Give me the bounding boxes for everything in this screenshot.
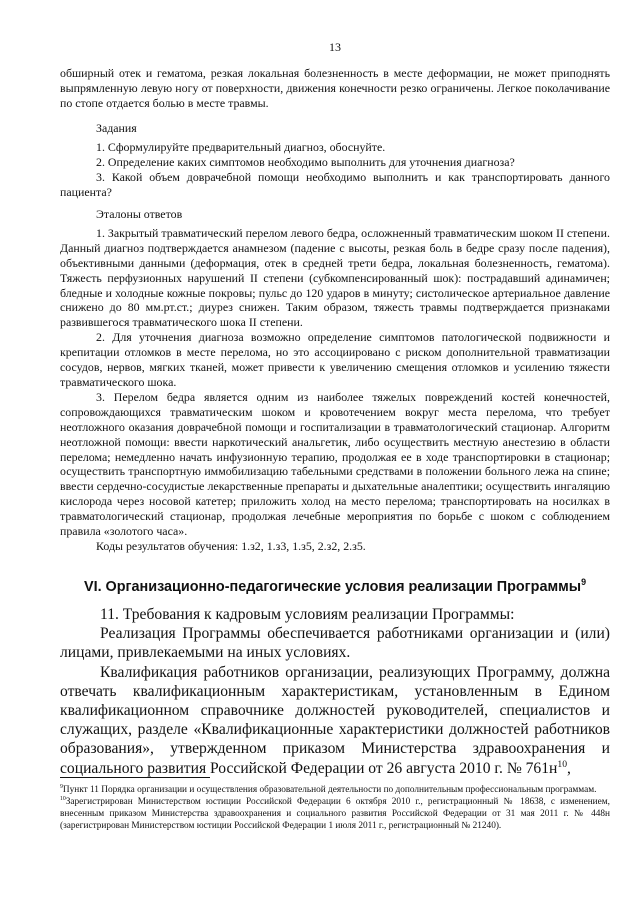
qualification-paragraph bbox=[60, 663, 610, 778]
case-continuation bbox=[60, 66, 610, 111]
footnote bbox=[60, 796, 610, 832]
footnote-text: Пункт 11 Порядка организации и осуществления образовательной деятельности по дополнительным профессиональным программам. bbox=[62, 785, 597, 795]
answers-section bbox=[60, 207, 610, 554]
footnotes bbox=[60, 784, 610, 832]
answer-item: 2. Для уточнения диагноза возможно определение симптомов патологической подвижности и крепитации отломков в месте перелома, но это ассоциировано с риском дополнительной травматизации сосудов, нервов, мягких тканей, может привести к увеличению смещения отломков и усилению тяжести травматического шока. bbox=[60, 330, 610, 389]
task-item: 3. Какой объем доврачебной помощи необходимо выполнить и как транспортировать данного пациента? bbox=[60, 169, 610, 199]
section-heading-text: VI. Организационно-педагогические условия реализации Программы bbox=[83, 579, 582, 595]
footnote-ref: 9 bbox=[581, 577, 587, 588]
footnote-text: Зарегистрирован Министерством юстиции Российской Федерации 6 октября 2010 г., регистрационный № 18638, с изменением, внесенным приказом Министерства здравоохранения и социального развития Российской Федерации от 31 мая 2011 г. № 448н (зарегистрирован Министерством юстиции Российской Федерации 1 июля 2011 г., регистрационный № 21240). bbox=[60, 797, 610, 831]
tasks-section bbox=[60, 121, 610, 200]
page-number: 13 bbox=[329, 40, 341, 54]
footnote-separator bbox=[60, 777, 210, 778]
staffing-paragraph: Реализация Программы обеспечивается работниками организации и (или) лицами, привлекаемыми на иных условиях. bbox=[60, 625, 610, 662]
qualification-end: , bbox=[567, 759, 571, 777]
answer-item: 1. Закрытый травматический перелом левого бедра, осложненный травматическим шоком II степени. Данный диагноз подтверждается анамнезом (падение с высоты, резкая боль в бедре сразу после падения), объективными данными (деформация, отек в средней трети бедра, локальная болезненность, гематома). Тяжесть перфузионных нарушений II степени (субкомпенсированный шок): пострадавший адинамичен; бледные и холодные кожные покровы; пульс до 120 ударов в минуту; систолическое артериальное давление снижено до 80 мм.рт.ст.; диурез снижен. Таким образом, тяжесть травмы подтверждается признаками развившегося травматического шока II степени. bbox=[60, 225, 610, 330]
task-item: 2. Определение каких симптомов необходимо выполнить для уточнения диагноза? bbox=[96, 154, 515, 169]
footnote-mark: 10 bbox=[60, 795, 66, 802]
footnote-ref: 10 bbox=[557, 758, 568, 770]
section-heading bbox=[60, 579, 610, 595]
staffing-section bbox=[60, 605, 610, 778]
subsection-heading: 11. Требования к кадровым условиям реализации Программы: bbox=[100, 606, 515, 623]
task-item: 1. Сформулируйте предварительный диагноз, обоснуйте. bbox=[96, 139, 386, 154]
footnote bbox=[60, 784, 610, 796]
answer-item: 3. Перелом бедра является одним из наиболее тяжелых повреждений костей конечностей, сопровождающихся травматическим шоком и кровотечением вокруг места перелома, что требует неотложного оказания доврачебной помощи и госпитализации в травматологический стационар. Алгоритм неотложной помощи: ввести наркотический анальгетик, либо осуществить местную анестезию в области перелома; немедленно начать инфузионную терапию, продолжая ее в ходе транспортировки в стационар; осуществить транспортную иммобилизацию табельными средствами в положении больного лежа на спине; ввести сердечно-сосудистые лекарственные препараты и дыхательные аналептики; осуществить ингаляцию кислорода через носовой катетер; приложить холод на место перелома; транспортировать на носилках в травматологический стационар, продолжая лечебные мероприятия по борьбе с шоком с соблюдением правила «золотого часа». bbox=[60, 389, 610, 539]
intro-paragraph: обширный отек и гематома, резкая локальная болезненность в месте деформации, не может приподнять выпрямленную левую ногу от поверхности, движения конечности резко ограничены. Легкое поколачивание по стопе отдается болью в месте травмы. bbox=[60, 66, 610, 110]
tasks-heading: Задания bbox=[96, 121, 137, 135]
footnote-mark: 9 bbox=[60, 783, 63, 790]
qualification-text: Квалификация работников организации, реализующих Программу, должна отвечать квалификационным характеристикам, установленным в Едином квалификационном справочнике должностей руководителей, специалистов и служащих, разделе «Квалификационные характеристики должностей работников образования», утвержденном приказом Министерства здравоохранения и социального развития Российской Федерации от 26 августа 2010 г. № 761н bbox=[60, 663, 610, 777]
answers-heading: Эталоны ответов bbox=[96, 207, 183, 221]
result-codes: Коды результатов обучения: 1.з2, 1.з3, 1.з5, 2.з2, 2.з5. bbox=[96, 538, 366, 553]
